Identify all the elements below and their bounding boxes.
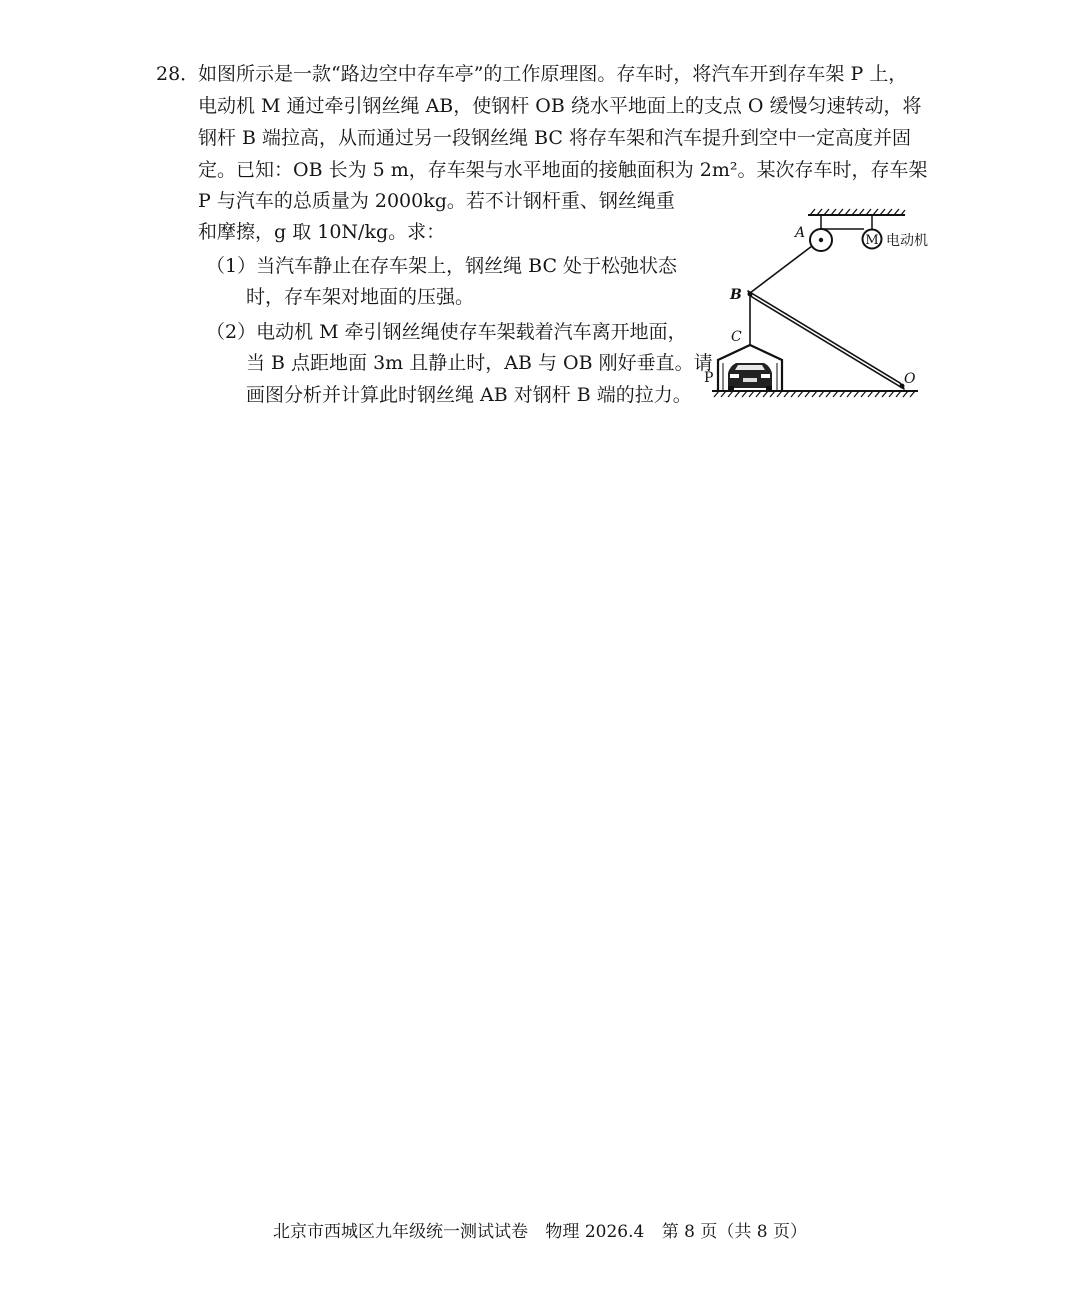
footer-exam-title: 北京市西城区九年级统一测试试卷 bbox=[273, 1222, 529, 1242]
label-p: P bbox=[704, 370, 714, 386]
question-line-3: 钢杆 B 端拉高，从而通过另一段钢丝绳 BC 将存车架和汽车提升到空中一定高度并固 bbox=[198, 127, 911, 149]
question-line-2: 电动机 M 通过牵引钢丝绳 AB，使钢杆 OB 绕水平地面上的支点 O 缓慢匀速转动，将 bbox=[198, 95, 922, 117]
sub-question-1-line-2: 时，存车架对地面的压强。 bbox=[246, 286, 475, 308]
ground bbox=[712, 391, 918, 397]
sub-question-2-line-3: 画图分析并计算此时钢丝绳 AB 对钢杆 B 端的拉力。 bbox=[246, 384, 692, 406]
question-line-5: P 与汽车的总质量为 2000kg。若不计钢杆重、钢丝绳重 bbox=[198, 190, 675, 212]
footer-page-number: 第 8 页（共 8 页） bbox=[661, 1222, 807, 1242]
joint-b bbox=[748, 292, 753, 297]
rope-ab bbox=[750, 246, 812, 293]
motor-icon bbox=[863, 230, 882, 249]
question-line-1: 如图所示是一款“路边空中存车亭”的工作原理图。存车时，将汽车开到存车架 P 上， bbox=[198, 63, 908, 85]
label-o: O bbox=[904, 371, 916, 387]
label-b: B bbox=[730, 287, 742, 303]
car-icon bbox=[728, 363, 772, 391]
motor-m-label: M bbox=[865, 233, 879, 248]
question-number: 28． bbox=[156, 63, 200, 85]
motor-caption: 电动机 bbox=[886, 233, 928, 249]
sub-question-2-line-2: 当 B 点距地面 3m 且静止时，AB 与 OB 刚好垂直。请 bbox=[246, 352, 713, 374]
sub-question-1-line-1: （1）当汽车静止在存车架上，钢丝绳 BC 处于松弛状态 bbox=[206, 255, 678, 277]
sub-question-2-line-1: （2）电动机 M 牵引钢丝绳使存车架载着汽车离开地面， bbox=[206, 321, 687, 343]
label-c: C bbox=[731, 329, 742, 345]
parking-lift-diagram bbox=[700, 200, 940, 410]
pulley-a-icon bbox=[810, 229, 832, 251]
label-a: A bbox=[795, 225, 806, 241]
question-line-4: 定。已知：OB 长为 5 m，存车架与水平地面的接触面积为 2m²。某次存车时，存车架 bbox=[198, 159, 928, 181]
page-footer bbox=[0, 1218, 1080, 1246]
footer-subject: 物理 2026.4 bbox=[545, 1222, 645, 1242]
question-line-6: 和摩擦，g 取 10N/kg。求： bbox=[198, 221, 446, 243]
